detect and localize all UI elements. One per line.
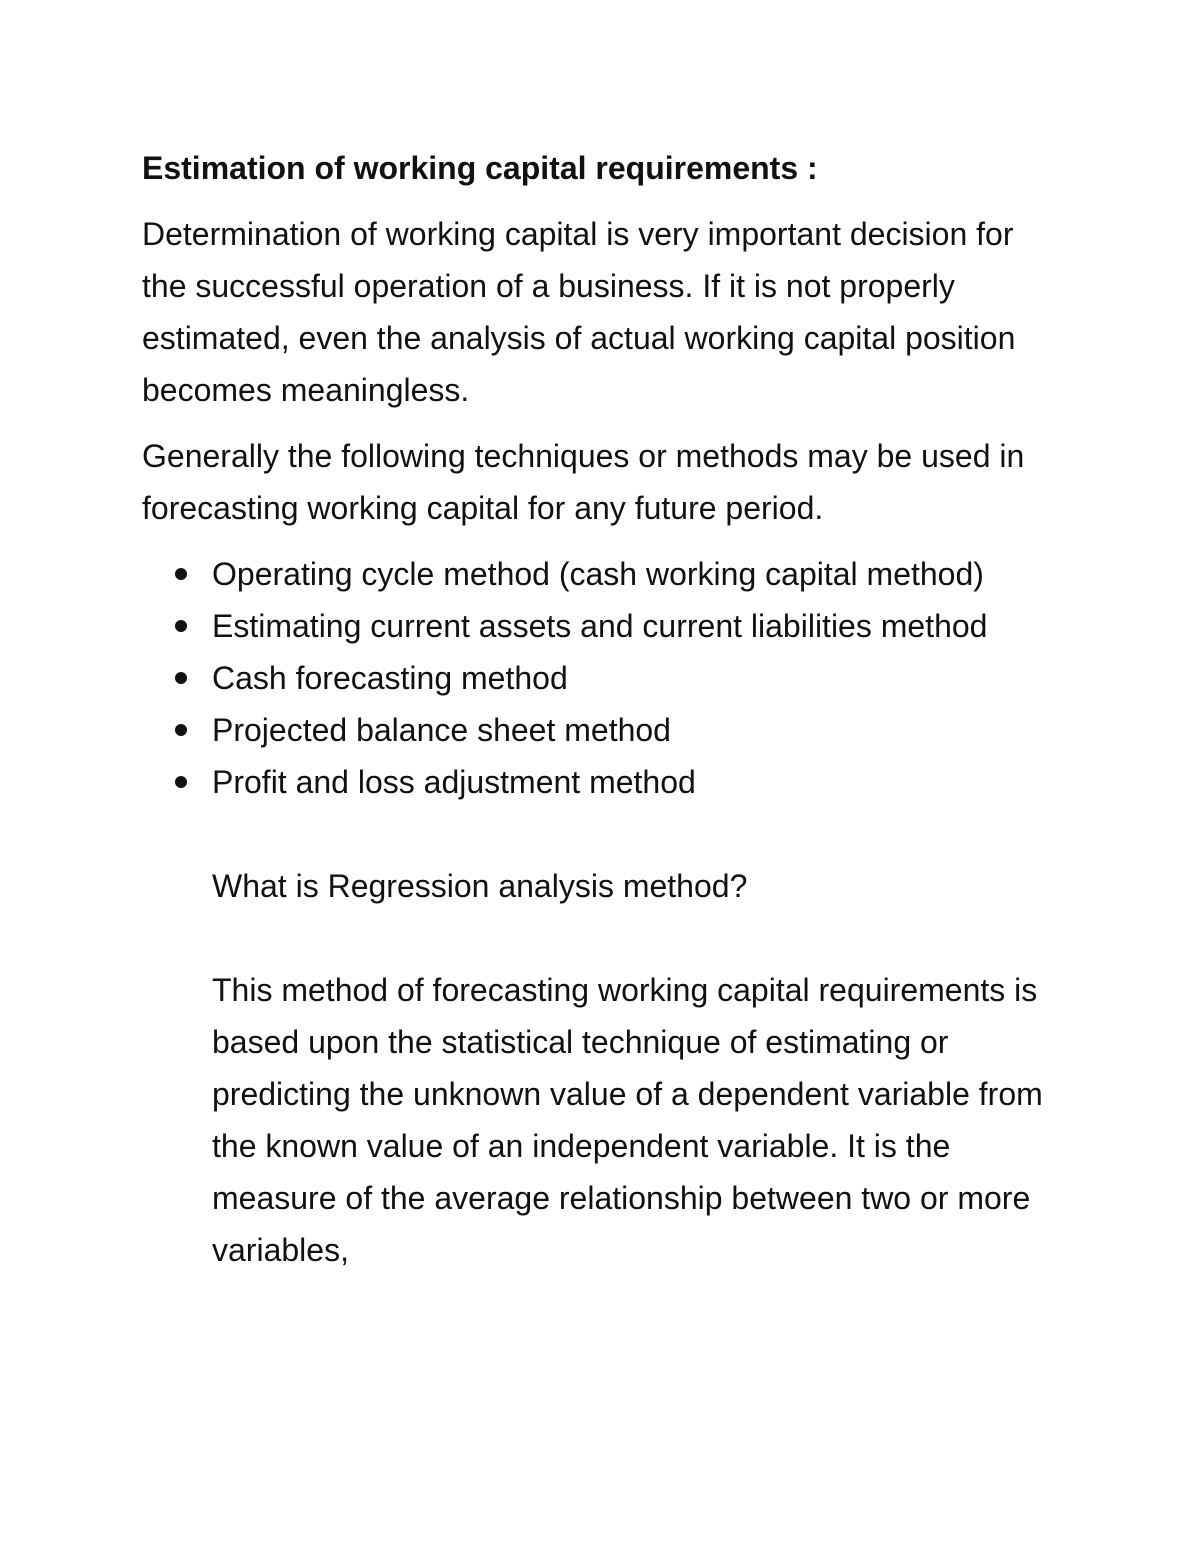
question-paragraph: What is Regression analysis method? [212, 868, 748, 904]
section-heading: Estimation of working capital requirements : [142, 150, 818, 186]
list-item [212, 756, 1062, 808]
bullet-icon [175, 672, 187, 684]
techniques-intro-paragraph: Generally the following techniques or methods may be used in forecasting working capital for any future period. [142, 438, 1025, 526]
intro-paragraph: Determination of working capital is very important decision for the successful operation of a business. If it is not properly estimated, even the analysis of actual working capital position becomes meaningless. [142, 216, 1016, 408]
methods-list [142, 548, 1062, 808]
list-item [212, 652, 1062, 704]
list-item [212, 704, 1062, 756]
document-content [142, 142, 1062, 1276]
bullet-icon [175, 620, 187, 632]
answer-paragraph: This method of forecasting working capital requirements is based upon the statistical technique of estimating or predicting the unknown value of a dependent variable from the known value of an independent variable. It is the measure of the average relationship between two or more variables, [212, 972, 1043, 1268]
list-item-text: Projected balance sheet method [212, 712, 671, 748]
bullet-icon [175, 568, 187, 580]
list-item-text: Operating cycle method (cash working capital method) [212, 556, 984, 592]
list-item [212, 600, 1062, 652]
list-item [212, 548, 1062, 600]
list-item-text: Profit and loss adjustment method [212, 764, 696, 800]
list-item-text: Estimating current assets and current liabilities method [212, 608, 988, 644]
bullet-icon [175, 724, 187, 736]
list-item-text: Cash forecasting method [212, 660, 568, 696]
bullet-icon [175, 776, 187, 788]
